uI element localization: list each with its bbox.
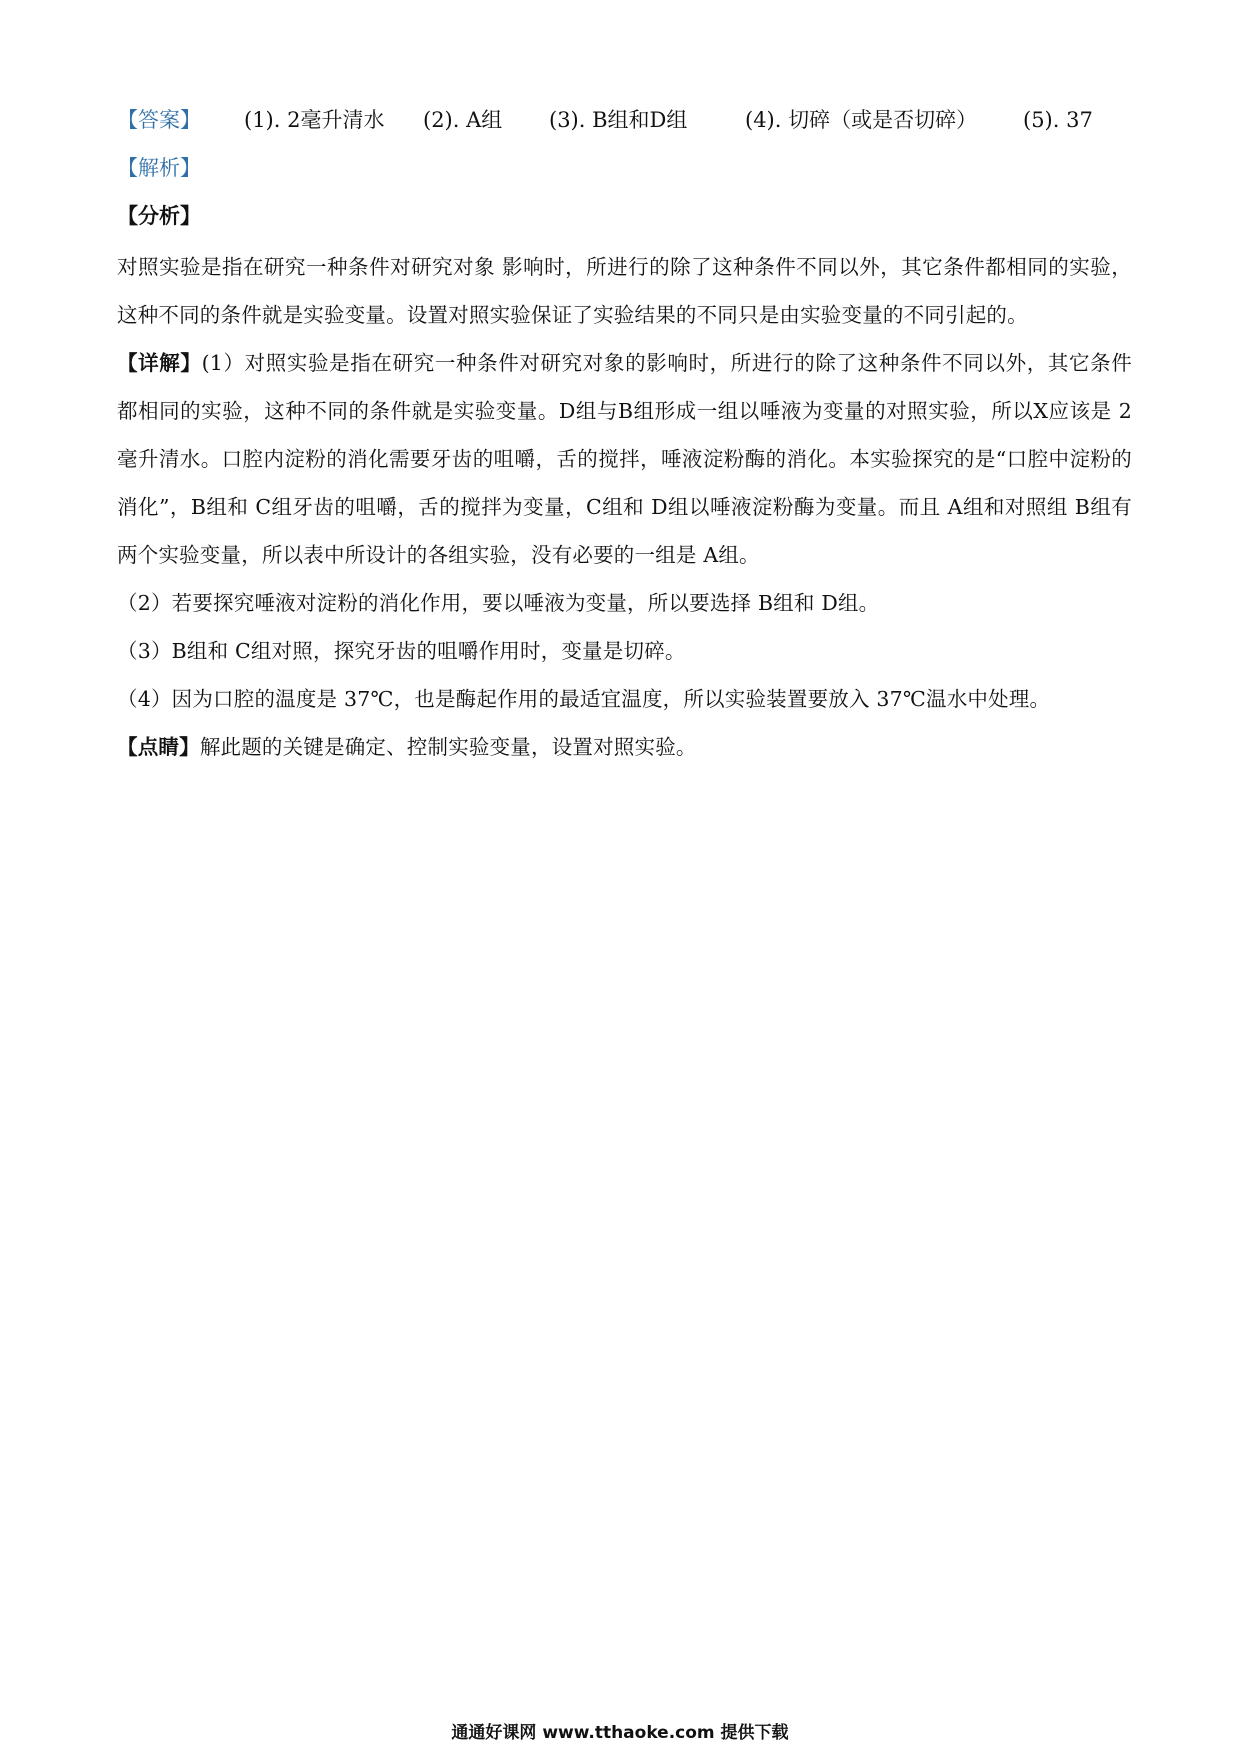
detail-paragraph-1 xyxy=(117,339,1132,579)
answer-item-2: (2). A组 xyxy=(423,108,503,132)
detail-heading: 【详解】 xyxy=(117,351,202,375)
answer-item-1: (1). 2毫升清水 xyxy=(244,108,385,132)
answer-item-3: (3). B组和D组 xyxy=(549,108,688,132)
comment-text: 解此题的关键是确定、控制实验变量，设置对照实验。 xyxy=(199,735,697,759)
analysis-tag: 【解析】 xyxy=(117,156,201,180)
analysis-paragraph: 对照实验是指在研究一种条件对研究对象 影响时，所进行的除了这种条件不同以外，其它条件都相同的实验，这种不同的条件就是实验变量。设置对照实验保证了实验结果的不同只是由实验变量的不同引起的。 xyxy=(117,255,1132,327)
answer-item-5: (5). 37 xyxy=(1023,108,1093,132)
detail-paragraph-2: （2）若要探究唾液对淀粉的消化作用，要以唾液为变量，所以要选择 B组和 D组。 xyxy=(117,591,880,615)
answer-tag: 【答案】 xyxy=(117,108,201,132)
answer-line xyxy=(117,102,1137,138)
analysis-heading: 【分析】 xyxy=(117,204,201,228)
detail-paragraph-1-text: (1）对照实验是指在研究一种条件对研究对象的影响时，所进行的除了这种条件不同以外，其它条件都相同的实验，这种不同的条件就是实验变量。D组与B组形成一组以唾液为变量的对照实验，所以X应该是 2 毫升清水。口腔内淀粉的消化需要牙齿的咀嚼，舌的搅拌，唾液淀粉酶的消化。本实验探究的是“口腔中淀粉的消化”，B组和 C组牙齿的咀嚼，舌的搅拌为变量，C组和 D组以唾液淀粉酶为变量。而且 A组和对照组 B组有两个实验变量，所以表中所设计的各组实验，没有必要的一组是 A组。 xyxy=(117,351,1132,567)
comment-paragraph xyxy=(117,723,1132,771)
comment-heading: 【点睛】 xyxy=(117,735,200,759)
page-footer: 通通好课网 www.tthaoke.com 提供下载 xyxy=(451,1723,789,1743)
answer-item-4: (4). 切碎（或是否切碎） xyxy=(745,108,978,132)
detail-paragraph-3: （3）B组和 C组对照，探究牙齿的咀嚼作用时，变量是切碎。 xyxy=(117,639,686,663)
detail-paragraph-4: （4）因为口腔的温度是 37℃，也是酶起作用的最适宜温度，所以实验装置要放入 37℃温水中处理。 xyxy=(117,687,1051,711)
